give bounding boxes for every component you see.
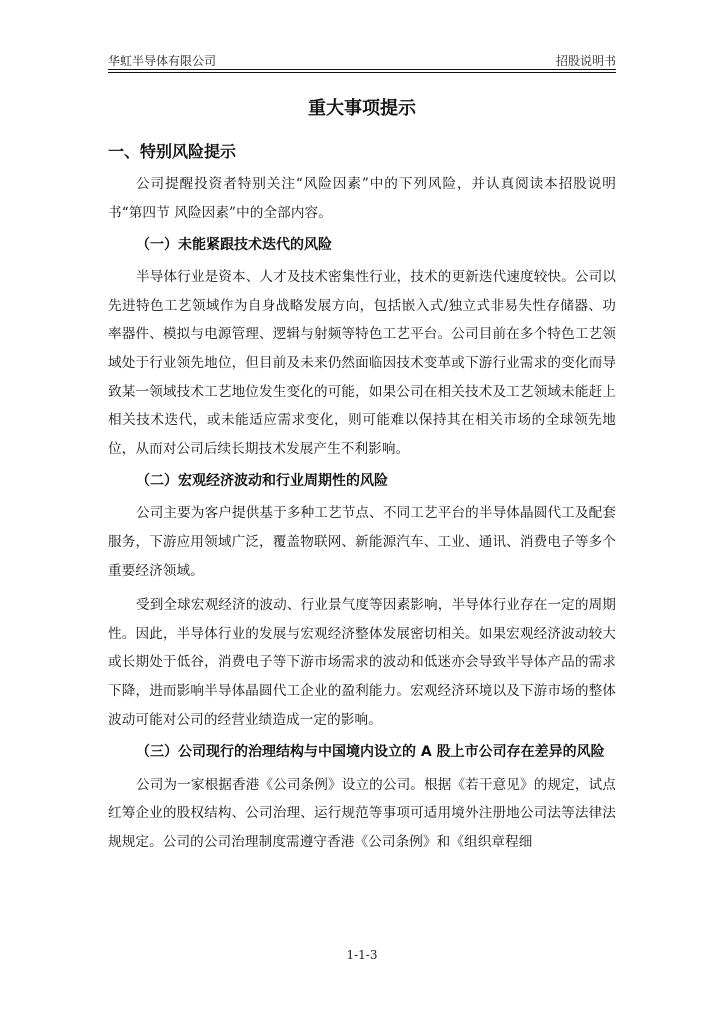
risk-heading-2: （二）宏观经济波动和行业周期性的风险 [136,473,388,490]
risk-3-paragraph: 公司为一家根据香港《公司条例》设立的公司。根据《若干意见》的规定，试点红筹企业的股权结构、公司治理、运行规范等事项可适用境外注册地公司法等法律法规规定。公司的公司治理制度需遵守香港《公司条例》和《组织章程细 [108,776,616,850]
risk-2-paragraph-1: 公司主要为客户提供基于多种工艺节点、不同工艺平台的半导体晶圆代工及配套服务，下游应用领域广泛，覆盖物联网、新能源汽车、工业、通讯、消费电子等多个重要经济领域。 [108,505,616,579]
page-number: 1-1-3 [346,948,378,962]
risk-2-paragraph-2: 受到全球宏观经济的波动、行业景气度等因素影响，半导体行业存在一定的周期性。因此，半导体行业的发展与宏观经济整体发展密切相关。如果宏观经济波动较大或长期处于低谷，消费电子等下游市场需求的波动和低迷亦会导致半导体产品的需求下降，进而影响半导体晶圆代工企业的盈利能力。宏观经济环境以及下游市场的整体波动可能对公司的经营业绩造成一定的影响。 [108,597,616,728]
header-doc-type: 招股说明书 [555,54,616,68]
page-header [108,52,616,70]
intro-paragraph: 公司提醒投资者特别关注“风险因素”中的下列风险，并认真阅读本招股说明书“第四节 风险因素”中的全部内容。 [108,176,616,221]
risk-1-paragraph: 半导体行业是资本、人才及技术密集性行业，技术的更新迭代速度较快。公司以先进特色工艺领域作为自身战略发展方向，包括嵌入式/独立式非易失性存储器、功率器件、模拟与电源管理、逻辑与射频等特色工艺平台。公司目前在多个特色工艺领域处于行业领先地位，但目前及未来仍然面临因技术变革或下游行业需求的变化而导致某一领域技术工艺地位发生变化的可能，如果公司在相关技术及工艺领域未能赶上相关技术迭代，或未能适应需求变化，则可能难以保持其在相关市场的全球领先地位，从而对公司后续长期技术发展产生不利影响。 [108,269,616,457]
risk-heading-3: （三）公司现行的治理结构与中国境内设立的 A 股上市公司存在差异的风险 [136,744,605,761]
page-title: 重大事项提示 [308,98,416,119]
document-body [108,92,616,856]
risk-heading-1: （一）未能紧跟技术迭代的风险 [136,237,332,254]
header-rule-thick [108,69,616,70]
section-heading: 一、特别风险提示 [108,142,237,161]
header-company: 华虹半导体有限公司 [108,54,217,68]
header-rule-thin [108,72,616,73]
